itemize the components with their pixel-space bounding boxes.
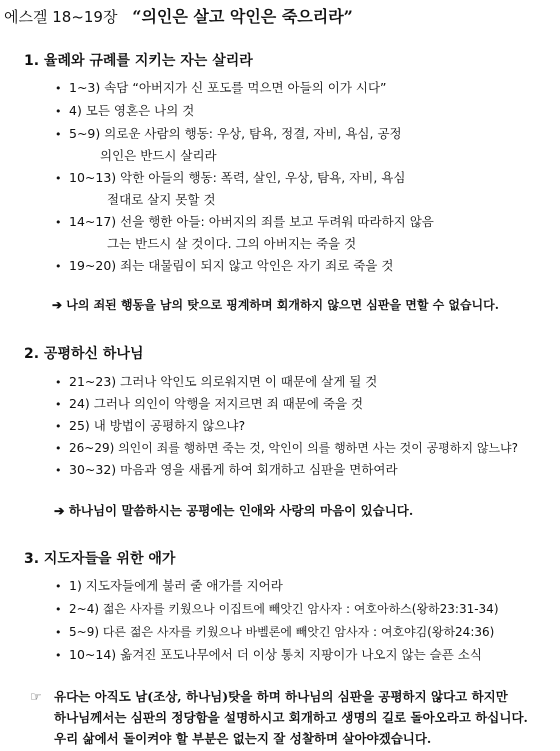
list-item: • 30~32) 마음과 영을 새롭게 하여 회개하고 심판을 면하여라 xyxy=(55,462,398,477)
bullet-icon: • xyxy=(55,216,62,229)
list-item: • 10~14) 옮겨진 포도나무에서 더 이상 통치 지팡이가 나오지 않는 슬픈 소식 xyxy=(55,647,482,662)
section-3-heading: 3. 지도자들을 위한 애가 xyxy=(24,551,176,567)
bullet-icon: • xyxy=(55,376,62,389)
list-item-continuation: 그는 반드시 살 것이다. 그의 아버지는 죽을 것 xyxy=(107,236,357,251)
list-item-continuation: 의인은 반드시 살리라 xyxy=(100,148,217,163)
closing-line-3: 우리 삶에서 돌이켜야 할 부분은 없는지 잘 성찰하며 살아야겠습니다. xyxy=(54,731,432,746)
list-item: • 1~3) 속담 “아버지가 신 포도를 먹으면 아들의 이가 시다” xyxy=(55,80,387,95)
closing-line-2: 하나님께서는 심판의 정당함을 설명하시고 회개하고 생명의 길로 돌아오라고 하십니다. xyxy=(54,710,528,725)
bullet-icon: • xyxy=(55,105,62,118)
list-item: • 5~9) 의로운 사람의 행동: 우상, 탐욕, 정결, 자비, 욕심, 공정 xyxy=(55,126,402,141)
bullet-icon: • xyxy=(55,626,62,639)
section-1-heading: 1. 율례와 규례를 지키는 자는 살리라 xyxy=(24,53,253,69)
chapter-reference: 에스겔 18~19장 xyxy=(4,8,118,26)
bullet-icon: • xyxy=(55,172,62,185)
page-title xyxy=(4,4,353,27)
bullet-icon: • xyxy=(55,603,62,616)
pointing-hand-icon: ☞ xyxy=(30,690,42,705)
bullet-icon: • xyxy=(55,82,62,95)
list-item-continuation: 절대로 살지 못할 것 xyxy=(107,192,216,207)
closing-line-1: 유다는 아직도 남(조상, 하나님)탓을 하며 하나님의 심판을 공평하지 않다고 하지만 xyxy=(54,689,508,704)
bullet-icon: • xyxy=(55,464,62,477)
bullet-icon: • xyxy=(55,260,62,273)
theme-quote: “의인은 살고 악인은 죽으리라” xyxy=(132,7,353,26)
list-item: • 10~13) 악한 아들의 행동: 폭력, 살인, 우상, 탐욕, 자비, 욕심 xyxy=(55,170,406,185)
bullet-icon: • xyxy=(55,398,62,411)
list-item: • 19~20) 죄는 대물림이 되지 않고 악인은 자기 죄로 죽을 것 xyxy=(55,258,394,273)
bullet-icon: • xyxy=(55,420,62,433)
list-item: • 5~9) 다른 젊은 사자를 키웠으나 바벨론에 빼앗긴 암사자 : 여호야김(왕하24:36) xyxy=(55,625,495,639)
list-item: • 14~17) 선을 행한 아들: 아버지의 죄를 보고 두려워 따라하지 않음 xyxy=(55,214,434,229)
section-2-summary: ➔ 하나님이 말씀하시는 공평에는 인애와 사랑의 마음이 있습니다. xyxy=(54,503,414,518)
list-item: • 25) 내 방법이 공평하지 않으냐? xyxy=(55,418,246,433)
list-item: • 21~23) 그러나 악인도 의로워지면 이 때문에 살게 될 것 xyxy=(55,374,378,389)
list-item: • 1) 지도자들에게 불러 줄 애가를 지어라 xyxy=(55,578,283,593)
list-item: • 24) 그러나 의인이 악행을 저지르면 죄 때문에 죽을 것 xyxy=(55,396,364,411)
bullet-icon: • xyxy=(55,128,62,141)
section-2-heading: 2. 공평하신 하나님 xyxy=(24,346,144,362)
list-item: • 26~29) 의인이 죄를 행하면 죽는 것, 악인이 의를 행하면 사는 것이 공평하지 않느냐? xyxy=(55,441,518,455)
section-1-summary: ➔ 나의 죄된 행동을 남의 탓으로 핑계하며 회개하지 않으면 심판을 면할 수 없습니다. xyxy=(52,298,499,312)
bullet-icon: • xyxy=(55,580,62,593)
bullet-icon: • xyxy=(55,649,62,662)
list-item: • 2~4) 젊은 사자를 키웠으나 이집트에 빼앗긴 암사자 : 여호아하스(왕하23:31-34) xyxy=(55,602,499,616)
bullet-icon: • xyxy=(55,442,62,455)
list-item: • 4) 모든 영혼은 나의 것 xyxy=(55,103,195,118)
